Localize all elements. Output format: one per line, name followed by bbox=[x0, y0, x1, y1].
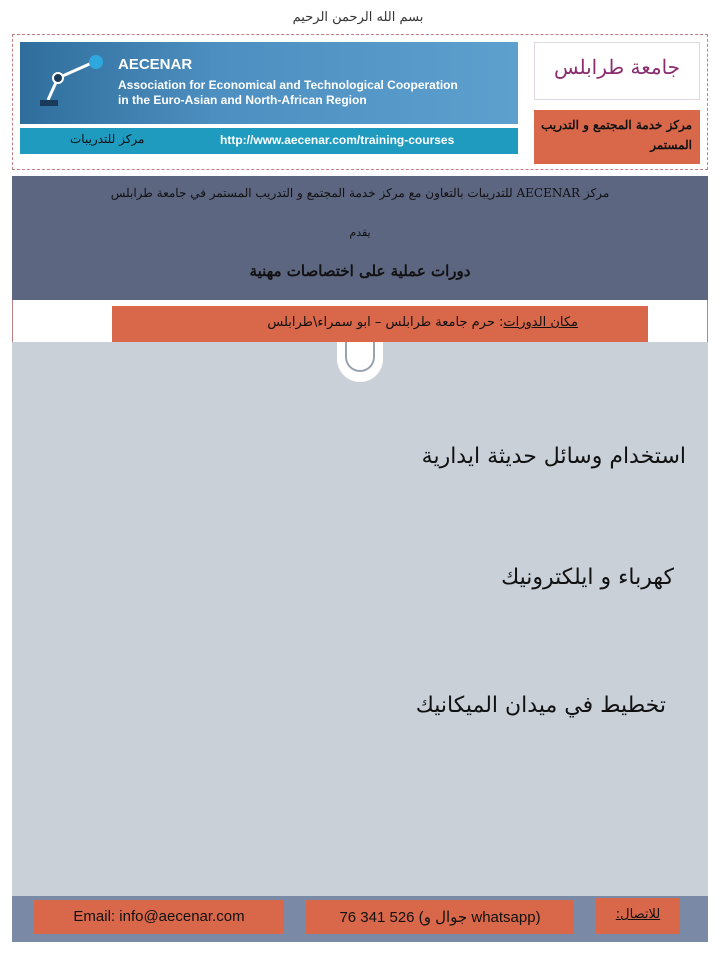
course-item: كهرباء و ايلكترونيك bbox=[501, 565, 674, 590]
org-full-name bbox=[118, 78, 518, 108]
intro-section bbox=[12, 176, 708, 300]
center-name: مركز خدمة المجتمع و التدريب المستمر bbox=[541, 118, 692, 152]
university-logo-text: جامعة طرابلس bbox=[553, 55, 681, 79]
venue-text bbox=[267, 315, 578, 330]
robot-arm-icon bbox=[34, 52, 114, 112]
contact-box bbox=[596, 898, 680, 934]
org-full-line-2: in the Euro-Asian and North-African Region bbox=[118, 93, 367, 107]
email-box bbox=[34, 900, 284, 934]
intro-line: مركز AECENAR للتدريبات بالتعاون مع مركز خدمة المجتمع و التدريب المستمر في جامعة طرابلس bbox=[110, 186, 610, 200]
org-full-line-1: Association for Economical and Technological Cooperation bbox=[118, 78, 458, 92]
website-link[interactable]: http://www.aecenar.com/training-courses bbox=[220, 133, 455, 147]
basmala: بسم الله الرحمن الرحيم bbox=[292, 10, 424, 25]
phone-number[interactable]: 76 341 526 (جوال و whatsapp) bbox=[339, 909, 541, 926]
venue-value: : حرم جامعة طرابلس – ابو سمراء\طرابلس bbox=[267, 315, 504, 330]
tripoli-university-logo bbox=[534, 42, 700, 100]
phone-box bbox=[306, 900, 574, 934]
courses-panel bbox=[12, 342, 708, 896]
url-bar bbox=[20, 128, 518, 154]
contact-label: للاتصال: bbox=[615, 907, 661, 922]
course-item: تخطيط في ميدان الميكانيك bbox=[415, 693, 666, 718]
aecenar-logo-banner bbox=[20, 42, 518, 124]
center-name-box bbox=[534, 110, 700, 164]
course-item: استخدام وسائل حديثة ايدارية bbox=[421, 444, 686, 469]
venue-label: مكان الدورات bbox=[503, 315, 578, 330]
courses-title: دورات عملية على اختصاصات مهنية bbox=[249, 262, 471, 280]
presents-text: يقدم bbox=[349, 226, 371, 239]
org-name: AECENAR bbox=[118, 56, 193, 73]
email-link[interactable]: Email: info@aecenar.com bbox=[73, 908, 245, 925]
venue-box bbox=[112, 306, 648, 342]
training-center-label: مركز للتدريبات bbox=[70, 132, 145, 146]
